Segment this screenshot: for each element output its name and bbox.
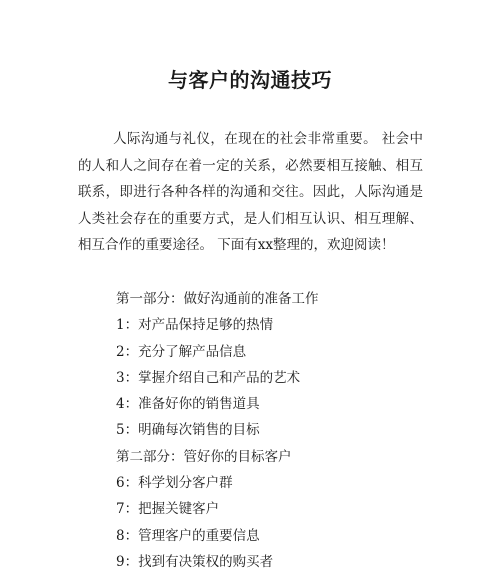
list-item: 1：对产品保持足够的热情 bbox=[116, 317, 274, 334]
list-item: 4：准备好你的销售道具 bbox=[116, 396, 260, 413]
list-item: 9：找到有决策权的购买者 bbox=[116, 553, 274, 570]
section-heading-2: 第二部分：管好你的目标客户 bbox=[116, 448, 292, 465]
list-item: 8：管理客户的重要信息 bbox=[116, 527, 260, 544]
list-item: 6：科学划分客户群 bbox=[116, 475, 233, 492]
list-item: 2：充分了解产品信息 bbox=[116, 343, 247, 360]
document-title: 与客户的沟通技巧 bbox=[168, 68, 332, 92]
list-item: 5：明确每次销售的目标 bbox=[116, 422, 260, 439]
section-heading-1: 第一部分：做好沟通前的准备工作 bbox=[116, 291, 319, 307]
list-item: 7：把握关键客户 bbox=[116, 501, 220, 518]
list-item: 3：掌握介绍自己和产品的艺术 bbox=[116, 369, 301, 386]
outline-list bbox=[116, 286, 319, 575]
intro-paragraph: 人际沟通与礼仪，在现在的社会非常重要。 社会中的人和人之间存在着一定的关系，必然要相互接触、相互联系，即进行各种各样的沟通和交往。因此，人际沟通是人类社会存在的重要方式，是人们相互认识、相互理解、相互合作的重要途径。 下面有xx整理的，欢迎阅读！ bbox=[78, 131, 423, 253]
